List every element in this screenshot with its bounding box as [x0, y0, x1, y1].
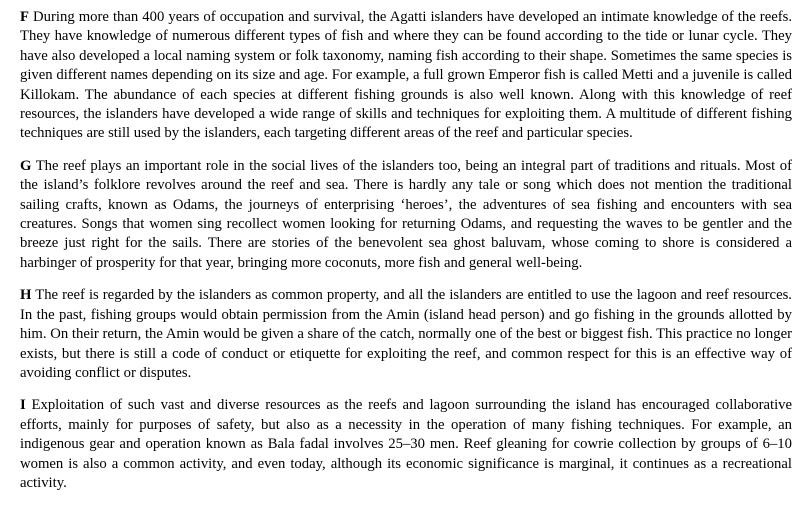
paragraph-letter: I	[20, 397, 26, 414]
paragraph-letter: G	[20, 157, 32, 174]
paragraph-h	[20, 286, 792, 383]
paragraph-letter: H	[20, 287, 32, 304]
paragraph-text: Exploitation of such vast and diverse resources as the reefs and lagoon surrounding the island has encouraged collaborative efforts, mainly for purposes of safety, but also as a necessity in the operation of many fishing techniques. For example, an indigenous gear and operation known as Bala fadal involves 25–30 men. Reef gleaning for cowrie collection by groups of 6–10 women is also a common activity, and even today, although its economic significance is marginal, it continues as a recreational activity.	[20, 397, 793, 491]
paragraph-g	[20, 157, 792, 273]
paragraph-text: The reef is regarded by the islanders as common property, and all the islanders are entitled to use the lagoon and reef resources. In the past, fishing groups would obtain permission from the Amin (island head person) and go fishing in the grounds allotted by him. On their return, the Amin would be given a share of the catch, normally one of the best or biggest fish. This practice no longer exists, but there is still a code of conduct or etiquette for exploiting the reef, and common respect for this is an effective way of avoiding conflict or disputes.	[20, 287, 792, 381]
paragraph-i	[20, 396, 792, 493]
paragraph-text: During more than 400 years of occupation and survival, the Agatti islanders have developed an intimate knowledge of the reefs. They have knowledge of numerous different types of fish and where they can be found according to the tide or lunar cycle. They have also developed a local naming system or folk taxonomy, naming fish according to their shape. Sometimes the same species is given different names depending on its size and age. For example, a full grown Emperor fish is called Metti and a juvenile is called Killokam. The abundance of each species at different fishing grounds is also well known. Along with this knowledge of reef resources, the islanders have developed a wide range of skills and techniques for exploiting them. A multitude of different fishing techniques are still used by the islanders, each targeting different areas of the reef and particular species.	[20, 9, 793, 142]
paragraph-letter: F	[20, 9, 29, 25]
paragraph-f	[20, 8, 792, 144]
paragraph-text: The reef plays an important role in the social lives of the islanders too, being an integral part of traditions and rituals. Most of the island’s folklore revolves around the reef and sea. There is hardly any tale or song which does not mention the traditional sailing crafts, known as Odams, the journeys of enterprising ‘heroes’, the adventures of sea fishing and encounters with sea creatures. Songs that women sing recollect women looking for returning Odams, and requesting the waves to be gentler and the breeze just right for the sails. There are stories of the benevolent sea ghost baluvam, whose coming to shore is considered a harbinger of prosperity for that year, bringing more coconuts, more fish and general well-being.	[20, 157, 792, 271]
